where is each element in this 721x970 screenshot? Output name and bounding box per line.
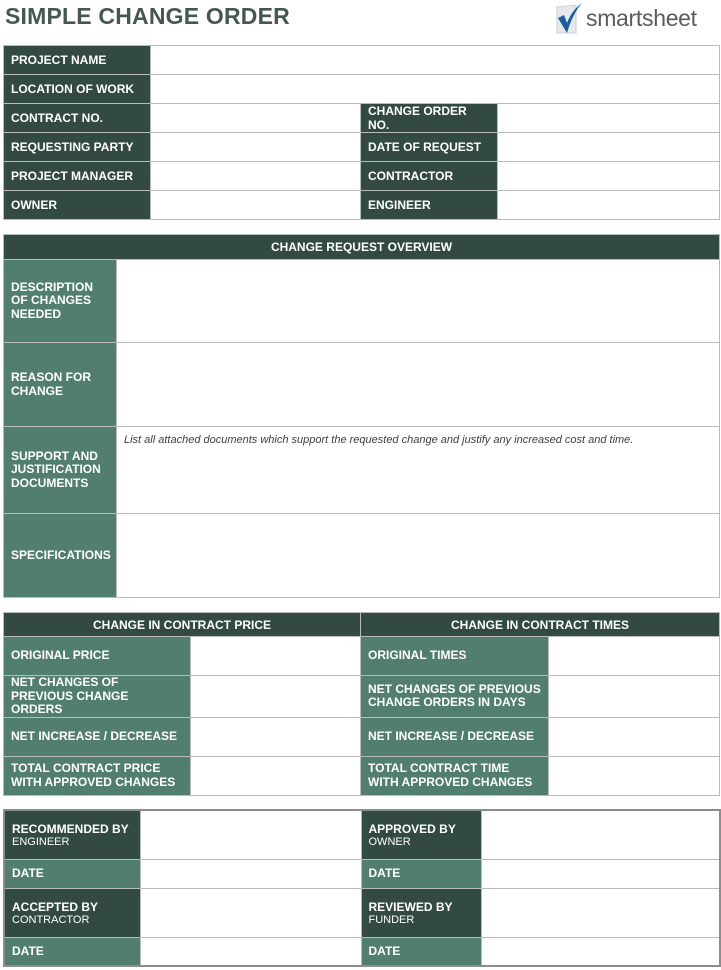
reviewed-date-label: DATE xyxy=(361,937,481,966)
approved-by-role: OWNER xyxy=(368,835,411,848)
times-header: CHANGE IN CONTRACT TIMES xyxy=(361,613,720,637)
owner-field[interactable] xyxy=(151,191,361,220)
reviewed-by-role: FUNDER xyxy=(368,913,415,926)
overview-table xyxy=(3,234,720,598)
net-changes-days-label: NET CHANGES OF PREVIOUS CHANGE ORDERS IN DAYS xyxy=(361,676,549,718)
accepted-date-field[interactable] xyxy=(140,937,361,966)
total-price-label: TOTAL CONTRACT PRICE WITH APPROVED CHANGES xyxy=(4,756,191,795)
accepted-date-label: DATE xyxy=(4,937,140,966)
contractor-label: CONTRACTOR xyxy=(361,162,498,191)
approved-date-field[interactable] xyxy=(481,859,720,888)
reviewed-by-label xyxy=(361,888,481,937)
price-header: CHANGE IN CONTRACT PRICE xyxy=(4,613,361,637)
reviewed-date-field[interactable] xyxy=(481,937,720,966)
original-times-label: ORIGINAL TIMES xyxy=(361,637,549,676)
contract-changes-table xyxy=(3,612,720,796)
contract-no-field[interactable] xyxy=(151,104,361,133)
page-title: SIMPLE CHANGE ORDER xyxy=(5,3,290,29)
original-times-field[interactable] xyxy=(549,637,720,676)
reason-label: REASON FOR CHANGE xyxy=(4,343,117,427)
recommended-by-title: RECOMMENDED BY xyxy=(12,821,129,836)
net-inc-dec-times-label: NET INCREASE / DECREASE xyxy=(361,717,549,756)
contract-no-label: CONTRACT NO. xyxy=(4,104,151,133)
total-time-field[interactable] xyxy=(549,756,720,795)
date-of-request-label: DATE OF REQUEST xyxy=(361,133,498,162)
description-label: DESCRIPTION OF CHANGES NEEDED xyxy=(4,260,117,343)
total-time-label: TOTAL CONTRACT TIME WITH APPROVED CHANGES xyxy=(361,756,549,795)
reviewed-by-title: REVIEWED BY xyxy=(368,899,453,914)
change-order-no-label: CHANGE ORDER NO. xyxy=(361,104,498,133)
support-field[interactable]: List all attached documents which support the requested change and justify any increased cost and time. xyxy=(117,427,720,514)
date-of-request-field[interactable] xyxy=(498,133,720,162)
total-price-field[interactable] xyxy=(191,756,361,795)
checkmark-icon xyxy=(554,3,584,35)
project-name-field[interactable] xyxy=(151,46,720,75)
accepted-by-label xyxy=(4,888,140,937)
location-field[interactable] xyxy=(151,75,720,104)
recommended-by-field[interactable] xyxy=(140,810,361,859)
contractor-field[interactable] xyxy=(498,162,720,191)
support-label: SUPPORT AND JUSTIFICATION DOCUMENTS xyxy=(4,427,117,514)
recommended-by-label xyxy=(4,810,140,859)
accepted-by-role: CONTRACTOR xyxy=(12,913,90,926)
net-inc-dec-times-field[interactable] xyxy=(549,717,720,756)
change-order-no-field[interactable] xyxy=(498,104,720,133)
description-field[interactable] xyxy=(117,260,720,343)
reason-field[interactable] xyxy=(117,343,720,427)
accepted-by-field[interactable] xyxy=(140,888,361,937)
approved-by-label xyxy=(361,810,481,859)
recommended-date-field[interactable] xyxy=(140,859,361,888)
specifications-field[interactable] xyxy=(117,514,720,598)
signatures-table xyxy=(3,809,721,967)
project-name-label: PROJECT NAME xyxy=(4,46,151,75)
approved-by-title: APPROVED BY xyxy=(368,821,456,836)
reviewed-by-field[interactable] xyxy=(481,888,720,937)
net-changes-days-field[interactable] xyxy=(549,676,720,718)
engineer-field[interactable] xyxy=(498,191,720,220)
net-changes-price-label: NET CHANGES OF PREVIOUS CHANGE ORDERS xyxy=(4,676,191,718)
requesting-party-field[interactable] xyxy=(151,133,361,162)
location-label: LOCATION OF WORK xyxy=(4,75,151,104)
project-info-table xyxy=(3,45,720,220)
net-changes-price-field[interactable] xyxy=(191,676,361,718)
overview-header: CHANGE REQUEST OVERVIEW xyxy=(4,235,720,260)
engineer-label: ENGINEER xyxy=(361,191,498,220)
original-price-field[interactable] xyxy=(191,637,361,676)
owner-label: OWNER xyxy=(4,191,151,220)
specifications-label: SPECIFICATIONS xyxy=(4,514,117,598)
requesting-party-label: REQUESTING PARTY xyxy=(4,133,151,162)
project-manager-label: PROJECT MANAGER xyxy=(4,162,151,191)
approved-by-field[interactable] xyxy=(481,810,720,859)
accepted-by-title: ACCEPTED BY xyxy=(12,899,99,914)
net-inc-dec-price-label: NET INCREASE / DECREASE xyxy=(4,717,191,756)
recommended-date-label: DATE xyxy=(4,859,140,888)
net-inc-dec-price-field[interactable] xyxy=(191,717,361,756)
project-manager-field[interactable] xyxy=(151,162,361,191)
approved-date-label: DATE xyxy=(361,859,481,888)
logo-text: smartsheet xyxy=(586,5,697,31)
original-price-label: ORIGINAL PRICE xyxy=(4,637,191,676)
recommended-by-role: ENGINEER xyxy=(12,835,70,848)
